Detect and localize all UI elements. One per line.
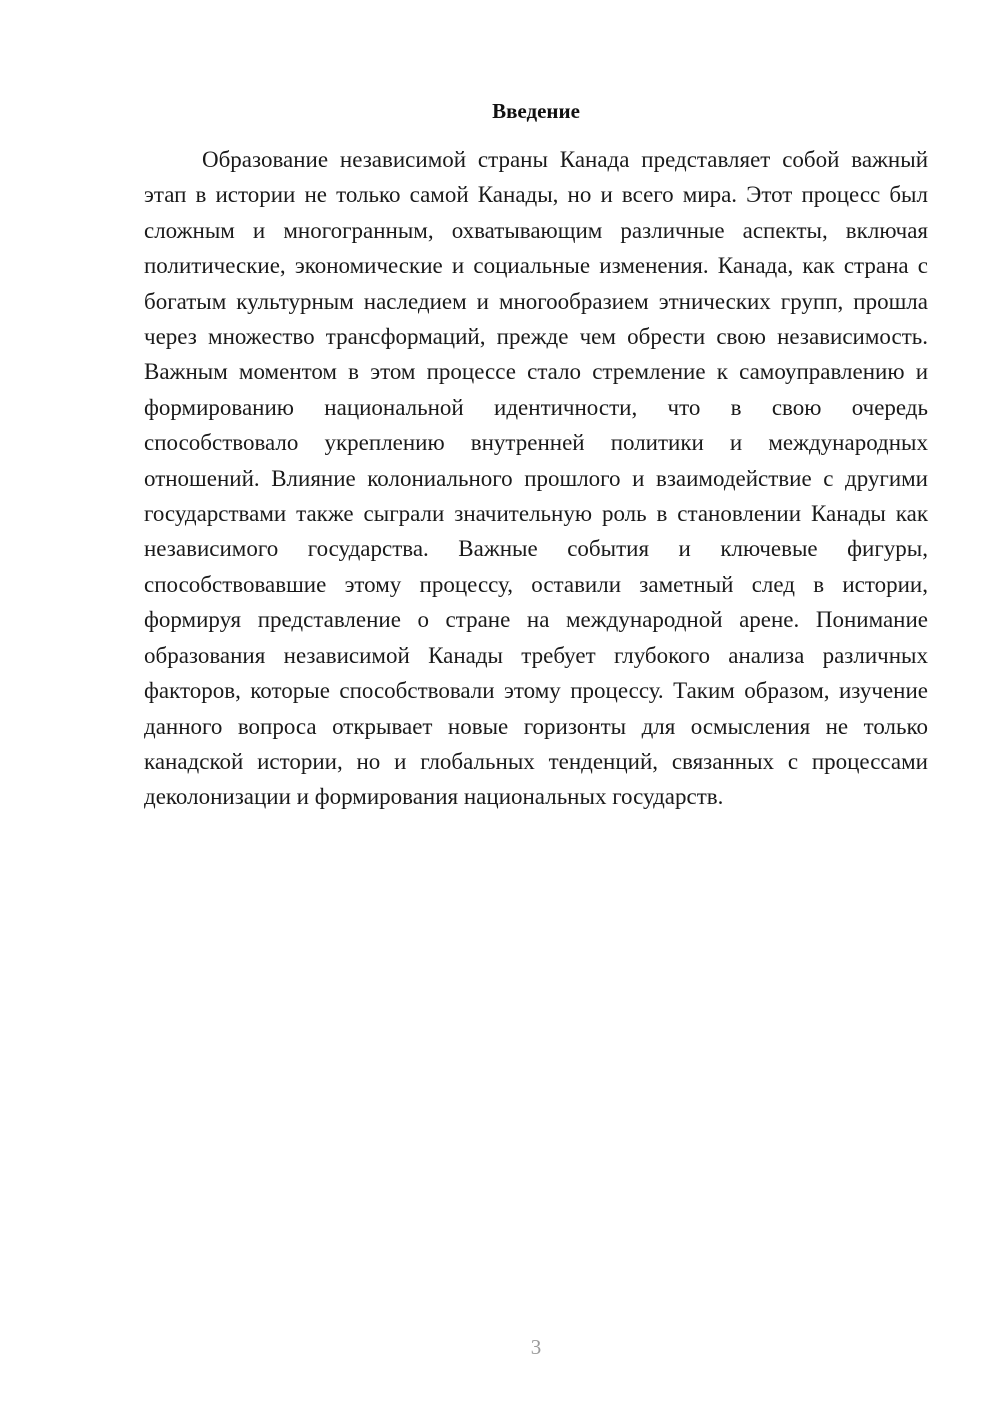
section-heading: Введение: [492, 99, 580, 123]
body-paragraph: Образование независимой страны Канада представляет собой важный этап в истории не только самой Канады, но и всего мира. Этот процесс был сложным и многогранным, охватывающим различные аспекты, включая политические, экономические и социальные изменения. Канада, как страна с богатым культурным наследием и многообразием этнических групп, прошла через множество трансформаций, прежде чем обрести свою независимость. Важным моментом в этом процессе стало стремление к самоуправлению и формированию национальной идентичности, что в свою очередь способствовало укреплению внутренней политики и международных отношений. Влияние колониального прошлого и взаимодействие с другими государствами также сыграли значительную роль в становлении Канады как независимого государства. Важные события и ключевые фигуры, способствовавшие этому процессу, оставили заметный след в истории, формируя представление о стране на международной арене. Понимание образования независимой Канады требует глубокого анализа различных факторов, которые способствовали этому процессу. Таким образом, изучение данного вопроса открывает новые горизонты для осмысления не только канадской истории, но и глобальных тенденций, связанных с процессами деколонизации и формирования национальных государств.: [144, 147, 928, 810]
page-number: 3: [530, 1335, 542, 1359]
